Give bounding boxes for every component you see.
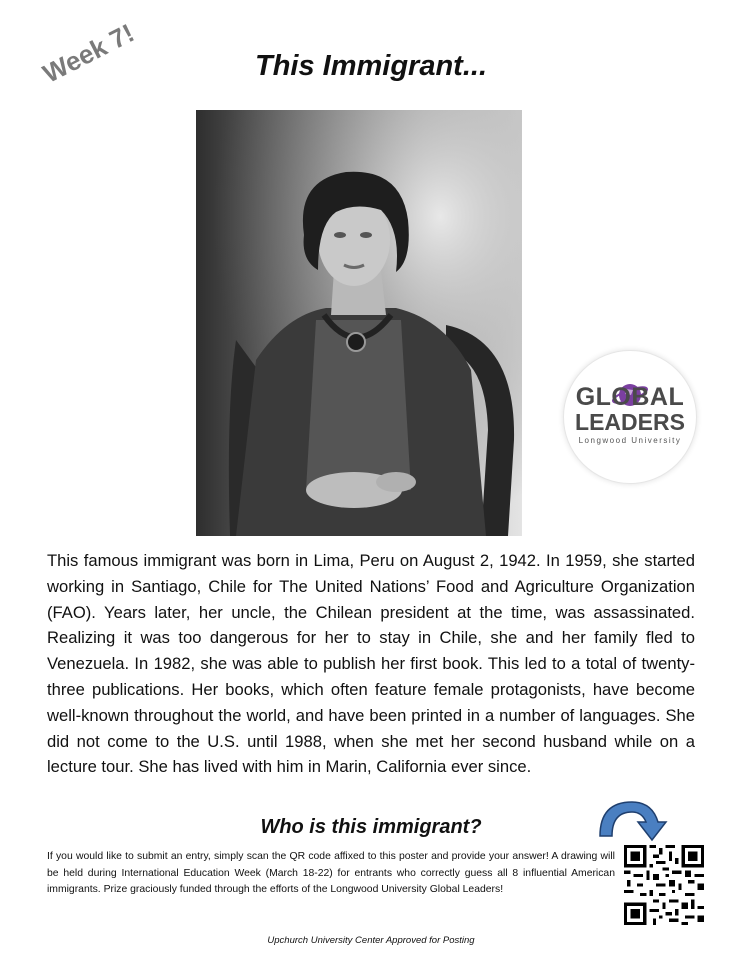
logo-line-leaders: LEADERS: [575, 409, 685, 435]
logo-line-global: GLOBAL: [575, 383, 685, 411]
portrait-photo: [196, 110, 522, 536]
qr-code[interactable]: [624, 845, 704, 925]
portrait-illustration: [196, 110, 522, 536]
logo-line-university: Longwood University: [578, 436, 682, 445]
bio-paragraph: This famous immigrant was born in Lima, Peru on August 2, 1942. In 1959, she started working in Santiago, Chile for The United Nations’ Food and Agriculture Organization (FAO). Years later, her uncle, the Chilean president at the time, was assassinated. Realizing it was too dangerous for her to stay in Chile, she and her family fled to Venezuela. In 1982, she was able to publish her first book. This led to a total of twenty-three publications. Her books, which often feature female protagonists, have become well-known throughout the world, and have been printed in a number of languages. She did not come to the U.S. until 1988, when she met her second husband while on a lecture tour. She has lived with him in Marin, California ever since.: [47, 551, 695, 777]
footer-approval: Upchurch University Center Approved for Posting: [267, 935, 475, 946]
week-label: Week 7!: [38, 17, 139, 89]
question-heading: Who is this immigrant?: [260, 816, 482, 838]
curved-arrow-icon: [596, 796, 668, 844]
poster-title: This Immigrant...: [254, 50, 488, 82]
entry-instructions: If you would like to submit an entry, simply scan the QR code affixed to this poster and provide your answer! A drawing will be held during International Education Week (March 18-22) for entrants who correctly guess all 8 influential American immigrants. Prize graciously funded through the efforts of the Longwood University Global Leaders!: [47, 851, 615, 895]
global-leaders-logo: [563, 350, 697, 484]
